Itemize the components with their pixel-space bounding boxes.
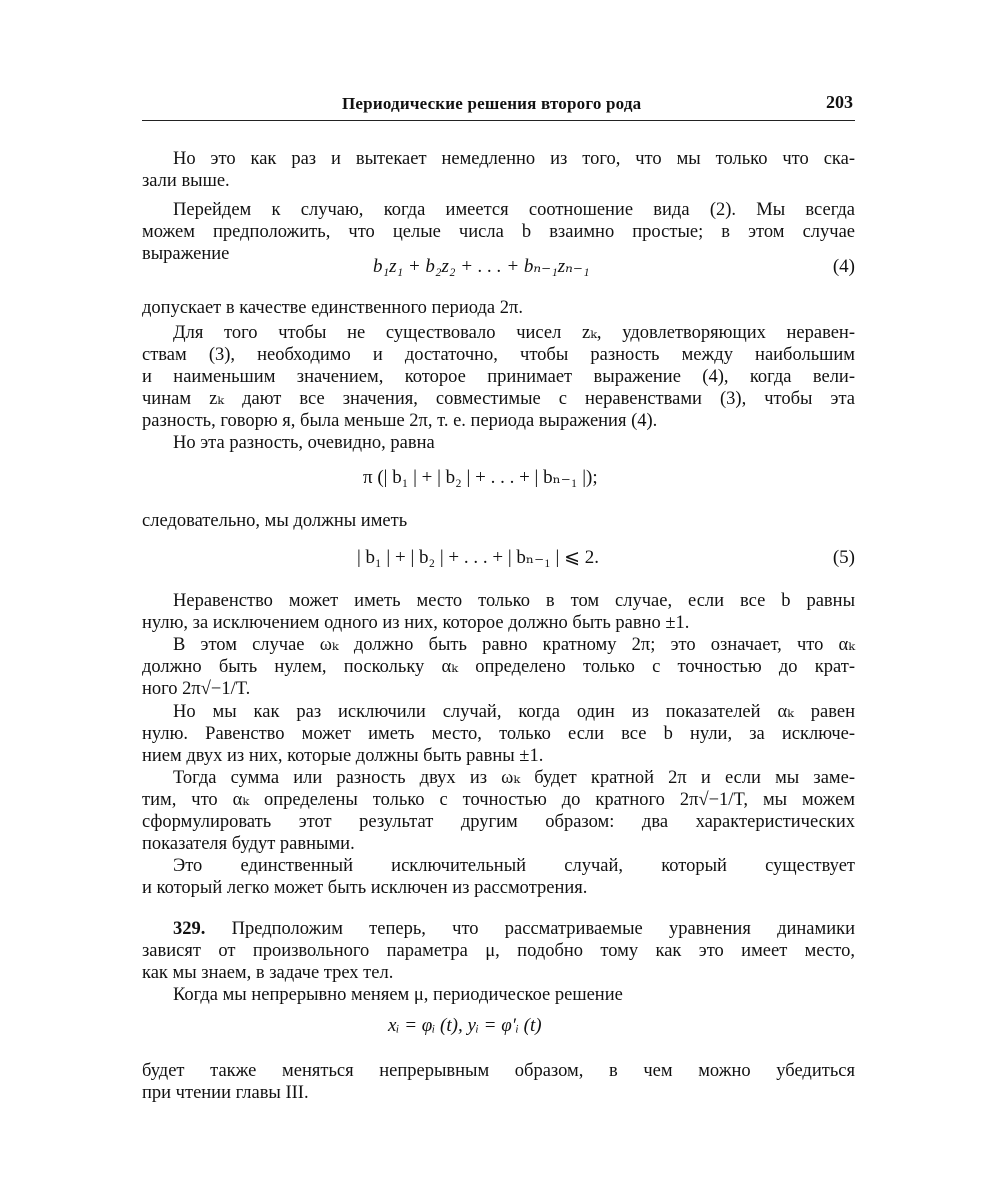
- page-number: 203: [826, 92, 853, 112]
- text-line: Для того чтобы не существовало чисел zₖ, удовлетворяющих неравен-: [173, 323, 855, 343]
- text-line: разность, говорю я, была меньше 2π, т. е. периода выражения (4).: [142, 411, 658, 431]
- text-line: Это единственный исключительный случай, который существует: [173, 856, 855, 876]
- text-line: Но это как раз и вытекает немедленно из того, что мы только что ска-: [173, 149, 855, 169]
- text-line: Но эта разность, очевидно, равна: [173, 433, 435, 453]
- text-line: Но мы как раз исключили случай, когда один из показателей αₖ равен: [173, 702, 855, 722]
- text-line: будет также меняться непрерывным образом, в чем можно убедиться: [142, 1061, 855, 1081]
- text-line: как мы знаем, в задаче трех тел.: [142, 963, 394, 983]
- text-line: Неравенство может иметь место только в том случае, если все b равны: [173, 591, 855, 611]
- text-line: Когда мы непрерывно меняем μ, периодическое решение: [173, 985, 623, 1005]
- text-line: ствам (3), необходимо и достаточно, чтобы разность между наибольшим: [142, 345, 855, 365]
- header-rule: [142, 120, 855, 121]
- text-line: можем предположить, что целые числа b взаимно простые; в этом случае: [142, 222, 855, 242]
- text-line: следовательно, мы должны иметь: [142, 511, 408, 531]
- text-line: В этом случае ωₖ должно быть равно кратному 2π; это означает, что αₖ: [173, 635, 855, 655]
- section-329-first-line: [173, 918, 855, 940]
- equation-5: | b₁ | + | b₂ | + . . . + | bₙ₋₁ | ⩽ 2.: [357, 547, 600, 568]
- equation-solution: xᵢ = φᵢ (t), yᵢ = φ′ᵢ (t): [388, 1015, 542, 1036]
- text-line: Перейдем к случаю, когда имеется соотношение вида (2). Мы всегда: [173, 200, 855, 220]
- text-line: показателя будут равными.: [142, 834, 355, 854]
- equation-number-5: (5): [832, 547, 855, 568]
- text-line: при чтении главы III.: [142, 1083, 309, 1103]
- text-line: зали выше.: [142, 171, 230, 191]
- page-header: [142, 94, 855, 122]
- text-line: и который легко может быть исключен из рассмотрения.: [142, 878, 588, 898]
- text-line: тим, что αₖ определены только с точностью до кратного 2π√−1/T, мы можем: [142, 790, 855, 810]
- text-line: зависят от произвольного параметра μ, подобно тому как это имеет место,: [142, 941, 855, 961]
- text-line: сформулировать этот результат другим образом: два характеристических: [142, 812, 855, 832]
- equation-difference: π (| b₁ | + | b₂ | + . . . + | bₙ₋₁ |);: [363, 467, 598, 488]
- section-number: 329.: [173, 919, 206, 939]
- text-line: допускает в качестве единственного периода 2π.: [142, 298, 523, 318]
- text-line: Тогда сумма или разность двух из ωₖ будет кратной 2π и если мы заме-: [173, 768, 855, 788]
- text-line: нием двух из них, которые должны быть равны ±1.: [142, 746, 544, 766]
- running-title: Периодические решения второго рода: [342, 94, 642, 113]
- equation-number-4: (4): [832, 256, 855, 277]
- text-line: ного 2π√−1/T.: [142, 679, 251, 699]
- text-line: нулю, за исключением одного из них, которое должно быть равно ±1.: [142, 613, 690, 633]
- text-line: и наименьшим значением, которое принимает выражение (4), когда вели-: [142, 367, 855, 387]
- text-line: чинам zₖ дают все значения, совместимые с неравенствами (3), чтобы эта: [142, 389, 855, 409]
- text-line: нулю. Равенство может иметь место, только если все b нули, за исключе-: [142, 724, 855, 744]
- text-line: должно быть нулем, поскольку αₖ определено только с точностью до крат-: [142, 657, 855, 677]
- section-text: Предположим теперь, что рассматриваемые уравнения динамики: [231, 919, 855, 939]
- text-line: выражение: [142, 244, 230, 264]
- equation-4: b₁z₁ + b₂z₂ + . . . + bₙ₋₁zₙ₋₁: [373, 256, 590, 277]
